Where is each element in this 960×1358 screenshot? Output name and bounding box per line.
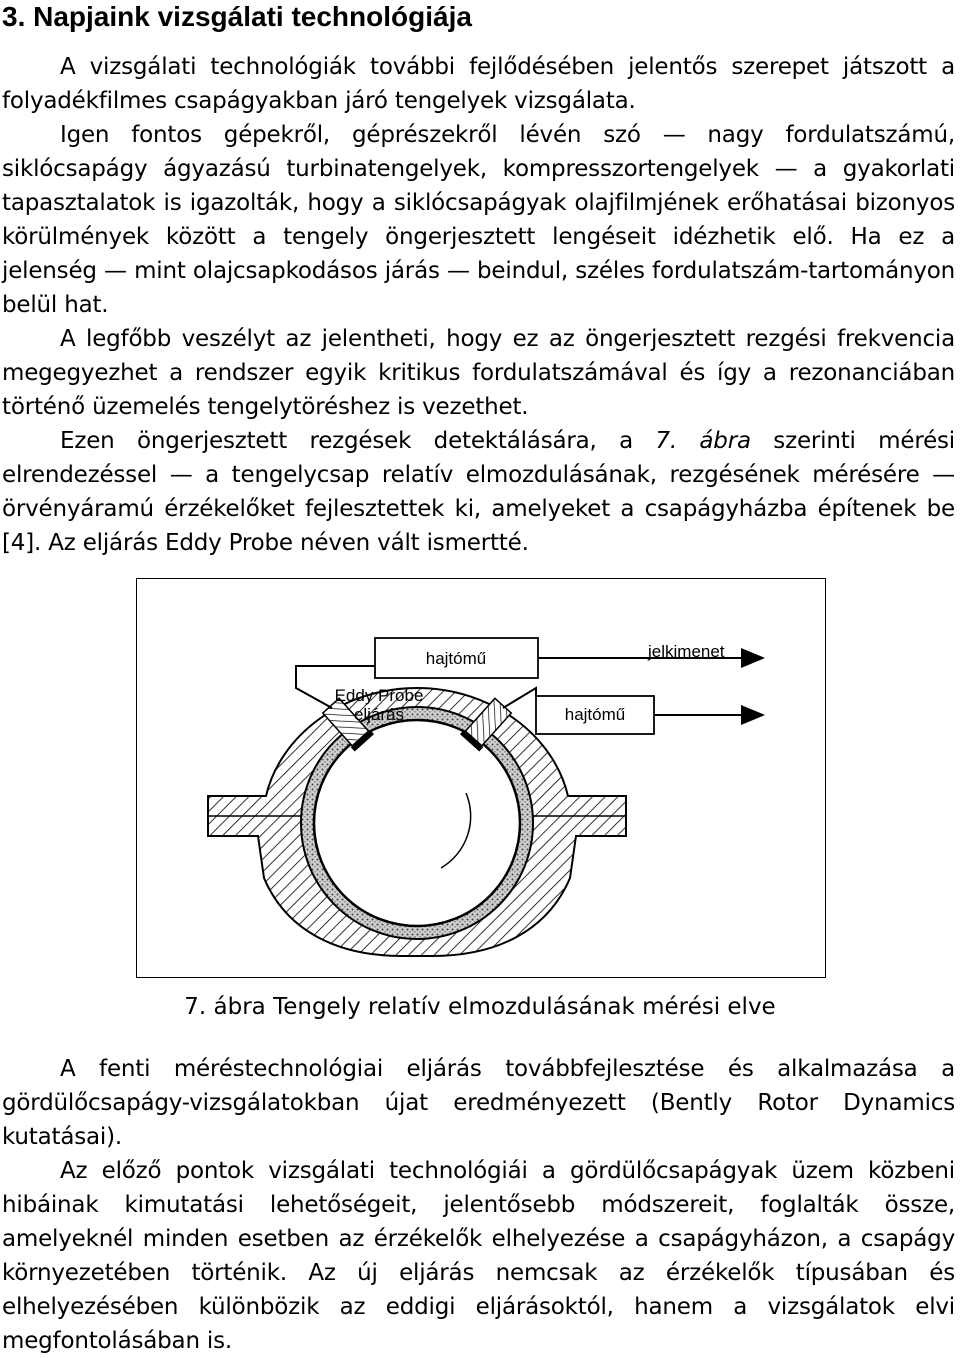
- section-heading: 3. Napjaink vizsgálati technológiája: [2, 1, 472, 32]
- paragraph-4-text-a: Ezen öngerjesztett rezgések detektálására, a: [60, 428, 656, 454]
- figure-caption: 7. ábra Tengely relatív elmozdulásának mérési elve: [184, 994, 776, 1020]
- paragraph-5: A fenti méréstechnológiai eljárás továbbfejlesztése és alkalmazása a gördülőcsapágy-vizsgálatokban újat eredményezett (Bently Rotor Dynamics kutatásai).: [2, 1056, 955, 1150]
- figure-eddy-probe: [136, 578, 826, 978]
- paragraph-2: Igen fontos gépekről, géprészekről lévén szó — nagy fordulatszámú, siklócsapágy ágyazású turbinatengelyek, kompresszortengelyek — a gyakorlati tapasztalatok is igazolták, hogy a siklócsapágyak olajfilmjének erőhatásai bizonyos körülmények között a tengely öngerjesztett lengéseit idézhetik elő. Ha ez a jelenség — mint olajcsapkodásos járás — beindul, széles fordulatszám-tartományon belül hat.: [2, 122, 955, 318]
- wire-right: [503, 688, 536, 708]
- figure-reference: 7. ábra: [655, 428, 751, 454]
- figure-drawing: [136, 578, 826, 978]
- shaft: [314, 720, 520, 926]
- paragraph-4-text-b: szerinti mérési elrendezéssel — a tengelycsap relatív elmozdulásának, rezgésének mérésére — örvényáramú érzékelőket fejlesztettek ki, amelyeket a csapágyházba építenek be [4]. Az eljárás Eddy Probe néven vált ismertté.: [2, 428, 955, 556]
- output-label: jelkimenet: [648, 642, 725, 661]
- paragraph-1: A vizsgálati technológiák további fejlődésében jelentős szerepet játszott a folyadékfilmes csapágyakban járó tengelyek vizsgálata.: [2, 54, 955, 114]
- paragraph-3: A legfőbb veszélyt az jelentheti, hogy ez az öngerjesztett rezgési frekvencia megegyezhet a rendszer egyik kritikus fordulatszámával és így a rezonanciában történő üzemelés tengelytöréshez is vezethet.: [2, 326, 955, 420]
- box-top-label: hajtómű: [425, 649, 487, 668]
- probe-label-line1: Eddy Probe: [334, 686, 424, 705]
- probe-label-line2: eljárás: [353, 705, 405, 724]
- paragraph-4: [2, 424, 955, 560]
- paragraph-6: Az előző pontok vizsgálati technológiái a gördülőcsapágyak üzem közbeni hibáinak kimutatási lehetőségeit, jelentősebb módszereit, foglalták össze, amelyeknél minden esetben az érzékelők elhelyezése a csapágyházon, a csapágy környezetében történik. Az új eljárás nemcsak az érzékelők típusában és elhelyezésében különbözik az eddigi eljárásoktól, hanem a vizsgálatok elvi megfontolásában is.: [2, 1158, 955, 1354]
- box-mid-label: hajtómű: [564, 705, 626, 724]
